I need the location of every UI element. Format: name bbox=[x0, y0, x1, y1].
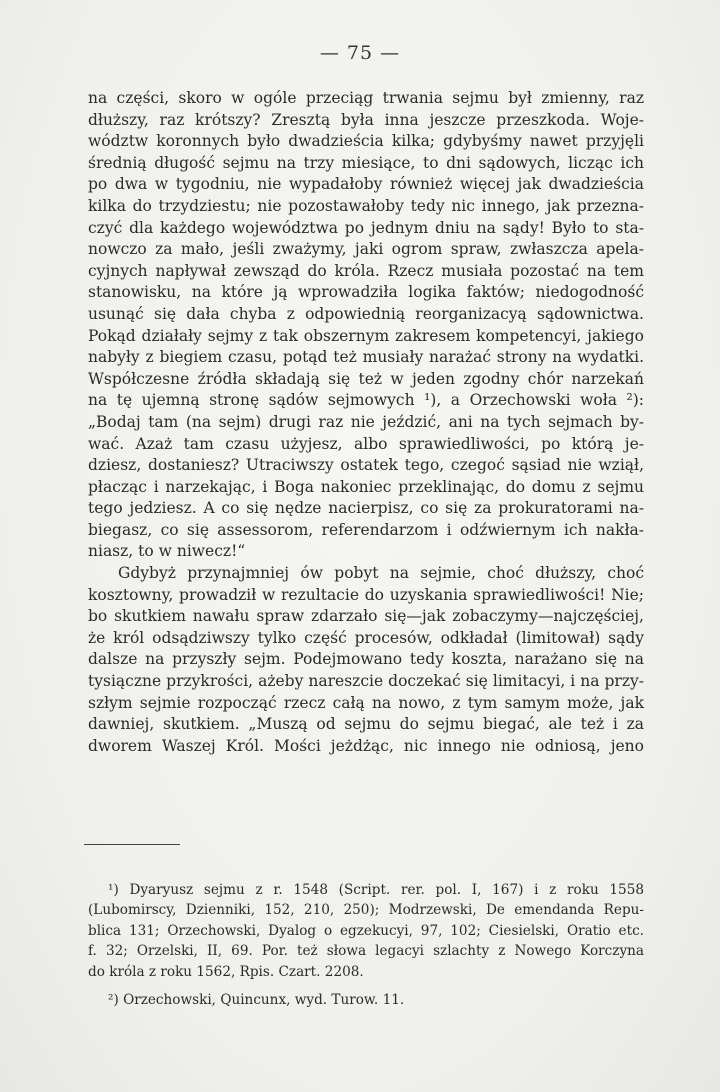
main-text bbox=[88, 88, 644, 757]
text-line: cyjnych napływał zewsząd do króla. Rzecz musiała pozostać na tem bbox=[88, 261, 644, 280]
text-line: stanowisku, na które ją wprowadziła logika faktów; niedogodność bbox=[88, 283, 644, 302]
footnote-line: (Lubomirscy, Dzienniki, 152, 210, 250); Modrzewski, De emendanda Repu- bbox=[88, 902, 644, 919]
text-line: po dwa w tygodniu, nie wypadałoby również więcej jak dwadzieścia bbox=[88, 175, 644, 194]
footnote-line: do króla z roku 1562, Rpis. Czart. 2208. bbox=[88, 963, 364, 980]
text-line: że król odsądziwszy tylko część procesów, odkładał (limitował) sądy bbox=[88, 628, 644, 647]
text-line: biegasz, co się assessorom, referendarzom i odźwiernym ich nakła- bbox=[88, 520, 644, 539]
text-line: bo skutkiem nawału spraw zdarzało się—jak zobaczymy—najczęściej, bbox=[88, 607, 644, 626]
text-line: dalsze na przyszły sejm. Podejmowano tedy koszta, narażano się na bbox=[88, 650, 644, 669]
footnote-line: blica 131; Orzechowski, Dyalog o egzekucyi, 97, 102; Ciesielski, Oratio etc. bbox=[88, 922, 644, 939]
text-line: Współczesne źródła składają się też w jeden zgodny chór narzekań bbox=[88, 369, 644, 388]
footnotes bbox=[88, 880, 644, 982]
footnote-divider bbox=[84, 844, 180, 845]
text-line: kilka do trzydziestu; nie pozostawałoby tedy nic innego, jak przezna- bbox=[88, 196, 644, 215]
text-line: nowczo za mało, jeśli zważymy, jaki ogrom spraw, zwłaszcza apela- bbox=[88, 240, 644, 259]
text-line: Gdybyż przynajmniej ów pobyt na sejmie, choć dłuższy, choć bbox=[118, 564, 644, 583]
text-line: nabyły z biegiem czasu, potąd też musiały narażać strony na wydatki. bbox=[88, 348, 644, 367]
text-line: usunąć się dała chyba z odpowiednią reorganizacyą sądownictwa. bbox=[88, 304, 644, 323]
text-line: „Bodaj tam (na sejm) drugi raz nie jeździć, ani na tych sejmach by- bbox=[88, 412, 644, 431]
footnote-line: ¹) Dyaryusz sejmu z r. 1548 (Script. rer. pol. I, 167) i z roku 1558 bbox=[108, 882, 644, 898]
text-line: tego jedziesz. A co się nędze nacierpisz, co się za prokuratorami na- bbox=[88, 499, 644, 518]
footnote-line: f. 32; Orzelski, II, 69. Por. też słowa legacyi szlachty z Nowego Korczyna bbox=[88, 943, 644, 960]
text-line: dziesz, dostaniesz? Utraciwszy ostatek tego, czegoć sąsiad nie wziął, bbox=[88, 456, 644, 475]
text-line: Pokąd działały sejmy z tak obszernym zakresem kompetencyi, jakiego bbox=[88, 326, 644, 345]
text-line: na tę ujemną stronę sądów sejmowych ¹), a Orzechowski woła ²): bbox=[88, 391, 644, 410]
text-line: wać. Azaż tam czasu użyjesz, albo sprawiedliwości, po którą je- bbox=[88, 434, 644, 453]
text-line: dłuższy, raz krótszy? Zresztą była inna jeszcze przeszkoda. Woje- bbox=[88, 110, 644, 129]
text-line: wództw koronnych było dwadzieścia kilka; gdybyśmy nawet przyjęli bbox=[88, 132, 644, 151]
text-line: niasz, to w niwecz!“ bbox=[88, 542, 246, 561]
text-line: czyć dla każdego województwa po jednym dniu na sądy! Było to sta- bbox=[88, 218, 644, 237]
text-line: tysiączne przykrości, ażeby nareszcie doczekać się limitacyi, i na przy- bbox=[88, 672, 644, 691]
text-line: kosztowny, prowadził w rezultacie do uzyskania sprawiedliwości! Nie; bbox=[88, 585, 644, 604]
text-line: szłym sejmie rozpocząć rzecz całą na nowo, z tym samym może, jak bbox=[88, 693, 644, 712]
text-line: dworem Waszej Król. Mości jeżdżąc, nic innego nie odniosą, jeno bbox=[88, 736, 644, 755]
text-line: płacząc i narzekając, i Boga nakoniec przeklinając, do domu z sejmu bbox=[88, 477, 644, 496]
text-line: na części, skoro w ogóle przeciąg trwania sejmu był zmienny, raz bbox=[88, 89, 644, 107]
text-line: dawniej, skutkiem. „Muszą od sejmu do sejmu biegać, ale też i za bbox=[88, 715, 644, 734]
page-number: — 75 — bbox=[319, 42, 401, 64]
text-line: średnią długość sejmu na trzy miesiące, to dni sądowych, licząc ich bbox=[88, 153, 644, 172]
footnote-2: ²) Orzechowski, Quincunx, wyd. Turow. 11. bbox=[108, 992, 405, 1008]
